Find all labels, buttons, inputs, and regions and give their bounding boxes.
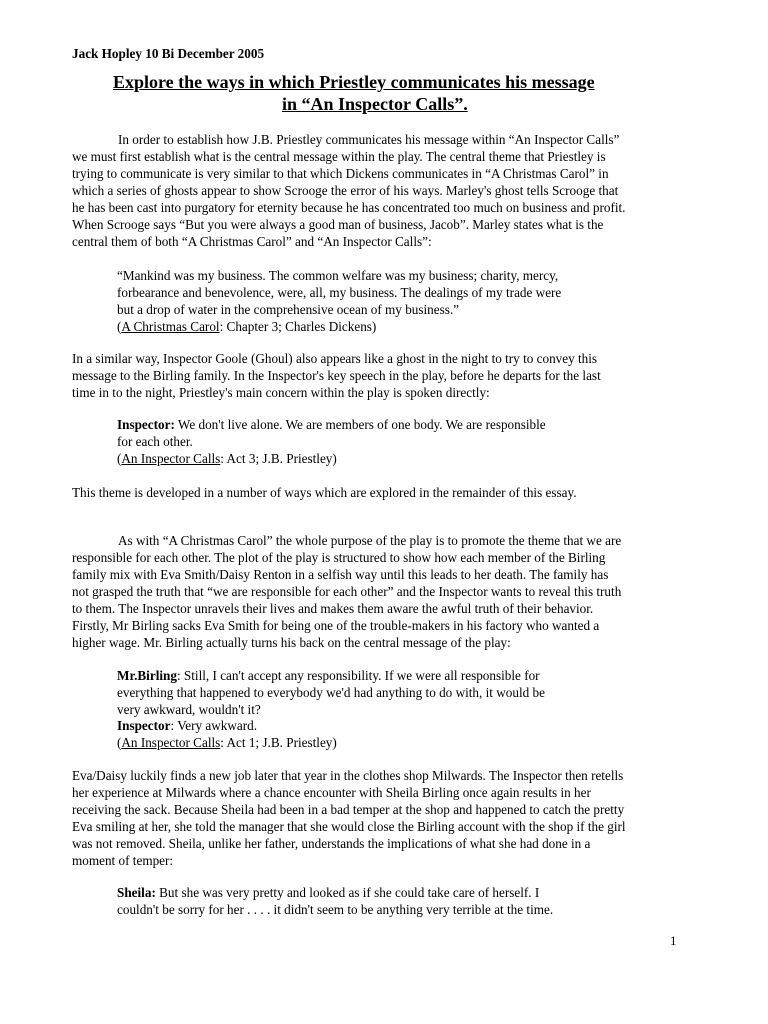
author-line: Jack Hopley 10 Bi December 2005 <box>72 46 265 61</box>
quote2-citation: (An Inspector Calls: Act 3; J.B. Priestley) <box>117 451 337 466</box>
quote3-line <box>117 667 540 684</box>
quote3-line: everything that happened to everybody we'd had anything to do with, it would be <box>117 685 545 700</box>
quote3-line <box>117 717 257 734</box>
p4-line: not grasped the truth that “we are responsible for each other” and the Inspector wants to reveal this truth <box>72 584 622 599</box>
page-number: 1 <box>670 933 677 948</box>
quote3-speaker2: Inspector <box>117 718 171 733</box>
quote3-text: : Very awkward. <box>170 718 258 733</box>
p5-line: was not removed. Sheila, unlike her father, understands the implications of what she had done in a <box>72 836 591 851</box>
quote3-citation: (An Inspector Calls: Act 1; J.B. Priestley) <box>117 735 337 750</box>
p1-line: which a series of ghosts appear to show Scrooge the error of his ways. Marley's ghost tells Scrooge that <box>72 183 619 198</box>
quote3-speaker1: Mr.Birling <box>117 668 177 683</box>
p4-line: family mix with Eva Smith/Daisy Renton in a selfish way until this leads to her death. The family has <box>72 567 609 582</box>
p2-line: In a similar way, Inspector Goole (Ghoul) also appears like a ghost in the night to try to convey this <box>72 351 598 366</box>
p1-line: we must first establish what is the central message within the play. The central theme that Priestley is <box>72 149 606 164</box>
essay-title-line1: Explore the ways in which Priestley communicates his message <box>113 72 595 92</box>
quote1-line: “Mankind was my business. The common welfare was my business; charity, mercy, <box>117 268 559 283</box>
quote3-text: : Still, I can't accept any responsibility. If we were all responsible for <box>176 668 540 683</box>
p1-line: In order to establish how J.B. Priestley communicates his message within “An Inspector Calls” <box>118 132 620 147</box>
p4-line: Firstly, Mr Birling sacks Eva Smith for being one of the trouble-makers in his factory who wanted a <box>72 618 600 633</box>
quote2-speaker: Inspector: <box>117 417 175 432</box>
p5-line: Eva smiling at her, she told the manager that she would close the Birling account with the shop if the girl <box>72 819 626 834</box>
quote4-line <box>117 884 539 901</box>
quote4-line: couldn't be sorry for her . . . . it didn't seem to be anything very terrible at the time. <box>117 902 554 917</box>
p5-line: moment of temper: <box>72 853 174 868</box>
quote4-text: But she was very pretty and looked as if she could take care of herself. I <box>155 885 540 900</box>
quote2-source-title: An Inspector Calls <box>121 451 221 466</box>
quote3-source-rest: : Act 1; J.B. Priestley) <box>220 735 337 750</box>
quote2-line: for each other. <box>117 434 193 449</box>
quote1-line: but a drop of water in the comprehensive ocean of my business.” <box>117 302 460 317</box>
p4-line: As with “A Christmas Carol” the whole purpose of the play is to promote the theme that we are <box>118 533 622 548</box>
quote4-speaker: Sheila: <box>117 885 156 900</box>
p2-line: time in to the night, Priestley's main concern within the play is spoken directly: <box>72 385 490 400</box>
p5-line: Eva/Daisy luckily finds a new job later that year in the clothes shop Milwards. The Inspector then retells <box>72 768 624 783</box>
p1-line: trying to communicate is very similar to that which Dickens communicates in “A Christmas Carol” in <box>72 166 609 181</box>
quote2-line <box>117 416 546 433</box>
quote3-line: very awkward, wouldn't it? <box>117 702 261 717</box>
p5-line: receiving the sack. Because Sheila had been in a bad temper at the shop and happened to catch the pretty <box>72 802 625 817</box>
p1-line: central them of both “A Christmas Carol” and “An Inspector Calls”: <box>72 234 432 249</box>
quote3-source-title: An Inspector Calls <box>121 735 221 750</box>
essay-title-line2: in “An Inspector Calls”. <box>282 94 468 114</box>
quote1-source-rest: : Chapter 3; Charles Dickens) <box>219 319 377 334</box>
p2-line: message to the Birling family. In the Inspector's key speech in the play, before he departs for the last <box>72 368 601 383</box>
quote2-source-rest: : Act 3; J.B. Priestley) <box>220 451 337 466</box>
p1-line: he has been cast into purgatory for eternity because he has concentrated too much on business and profit. <box>72 200 626 215</box>
p5-line: her experience at Milwards where a chance encounter with Sheila Birling once again results in her <box>72 785 591 800</box>
p4-line: responsible for each other. The plot of the play is structured to show how each member of the Birling <box>72 550 606 565</box>
p1-line: When Scrooge says “But you were always a good man of business, Jacob”. Marley states what is the <box>72 217 604 232</box>
p4-line: higher wage. Mr. Birling actually turns his back on the central message of the play: <box>72 635 511 650</box>
quote2-text: We don't live alone. We are members of one body. We are responsible <box>174 417 546 432</box>
quote1-citation: (A Christmas Carol: Chapter 3; Charles Dickens) <box>117 319 377 334</box>
quote1-line: forbearance and benevolence, were, all, my business. The dealings of my trade were <box>117 285 562 300</box>
quote1-source-title: A Christmas Carol <box>121 319 220 334</box>
p4-line: to them. The Inspector unravels their lives and makes them aware the awful truth of their behavior. <box>72 601 594 616</box>
p3-line: This theme is developed in a number of ways which are explored in the remainder of this essay. <box>72 485 577 500</box>
